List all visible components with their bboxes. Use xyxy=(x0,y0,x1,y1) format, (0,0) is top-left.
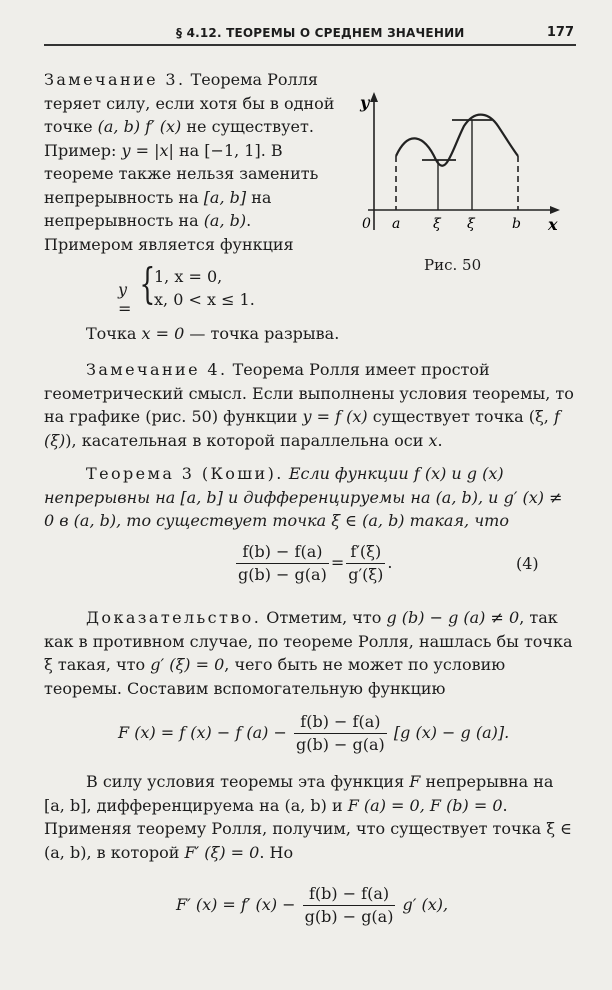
tick-label-a: a xyxy=(392,216,401,232)
y-axis-arrow xyxy=(370,92,378,102)
function-curve xyxy=(396,115,518,166)
figure-caption: Рис. 50 xyxy=(424,256,482,274)
theorem-3-label: Теорема 3 (Коши). xyxy=(86,464,284,483)
origin-label: 0 xyxy=(362,216,371,232)
remark-4-paragraph: Замечание 4. Теорема Ролля имеет простой геометрический смысл. Если выполнены условия теоремы, то на графике (рис. 50) функции y = f (x) существует точка (ξ, f (ξ)), касательная в которой параллельна оси x. xyxy=(44,360,574,450)
piecewise-lhs: y = xyxy=(118,280,132,318)
derivative-formula: F′ (x) = f′ (x) − $\frac{f(b) - f(a)}{g(b) - g(a)}$ g′ (x), xyxy=(176,884,449,926)
remark-3-paragraph: Замечание 3. Теорема Ролля теряет силу, если хотя бы в одной точке (a, b) f′ (x) не существует. Пример: y = |x| на [−1, 1]. В теореме также нельзя заменить непрерывность на [a, b] на непрерывность на (a, b). Примером является функция xyxy=(44,70,335,254)
tick-label-xi2: ξ xyxy=(467,216,475,232)
proof-paragraph: Доказательство. Отметим, что g (b) − g (a) ≠ 0, так как в противном случае, по теореме Ролля, нашлась бы точка ξ такая, что g′ (ξ) = 0, чего быть не может по условию теоремы. Составим вспомогательную функцию xyxy=(44,608,573,698)
curly-brace: { xyxy=(139,259,156,308)
equation-number: (4) xyxy=(516,554,539,573)
derivative-fraction: $\frac{f(b) - f(a)}{g(b) - g(a)}$ xyxy=(304,884,394,926)
piecewise-case-2: x, 0 < x ≤ 1. xyxy=(154,290,255,309)
page-number: 177 xyxy=(546,25,574,40)
discontinuity-note: Точка x = 0 — точка разрыва. xyxy=(86,324,340,343)
y-label: y xyxy=(360,93,370,112)
aux-fraction: $\frac{f(b) - f(a)}{g(b) - g(a)}$ xyxy=(295,712,385,754)
cauchy-formula: $\frac{f(b) - f(a)}{g(b) - g(a)}$ = $\frac{f'(\xi)}{g'(\xi)}$ . xyxy=(238,542,393,584)
piecewise-case-1: 1, x = 0, xyxy=(154,267,223,286)
lhs-fraction: $\frac{f(b) - f(a)}{g(b) - g(a)}$ xyxy=(238,542,327,584)
remark-4-label: Замечание 4. xyxy=(86,360,228,379)
running-header xyxy=(44,22,576,46)
rolle-application-paragraph: В силу условия теоремы эта функция F непрерывна на [a, b], дифференцируема на (a, b) и F (a) = 0, F (b) = 0. Применяя теорему Ролля, получим, что существует точка ξ ∈ (a, b), в которой F′ (ξ) = 0. Но xyxy=(44,772,572,862)
theorem-3-paragraph xyxy=(44,462,576,533)
tick-label-xi1: ξ xyxy=(433,216,441,232)
theorem-3-statement: Если функции f (x) и g (x) непрерывны на [a, b] и дифференцируемы на (a, b), и g′ (x) ≠ 0 в (a, b), то существует точка ξ ∈ (a, b) такая, что xyxy=(44,464,563,530)
remark-3-label: Замечание 3. xyxy=(44,70,186,89)
proof-label: Доказательство. xyxy=(86,608,262,627)
rhs-fraction: $\frac{f'(\xi)}{g'(\xi)}$ xyxy=(348,542,384,584)
section-title: § 4.12. ТЕОРЕМЫ О СРЕДНЕМ ЗНАЧЕНИИ xyxy=(176,26,465,40)
auxiliary-function-formula: F (x) = f (x) − f (a) − $\frac{f(b) - f(a)}{g(b) - g(a)}$ [g (x) − g (a)]. xyxy=(118,712,510,754)
tick-label-b: b xyxy=(512,216,521,232)
x-axis-arrow xyxy=(550,206,560,214)
figure-50-graph xyxy=(352,90,562,240)
x-label: x xyxy=(548,215,558,234)
